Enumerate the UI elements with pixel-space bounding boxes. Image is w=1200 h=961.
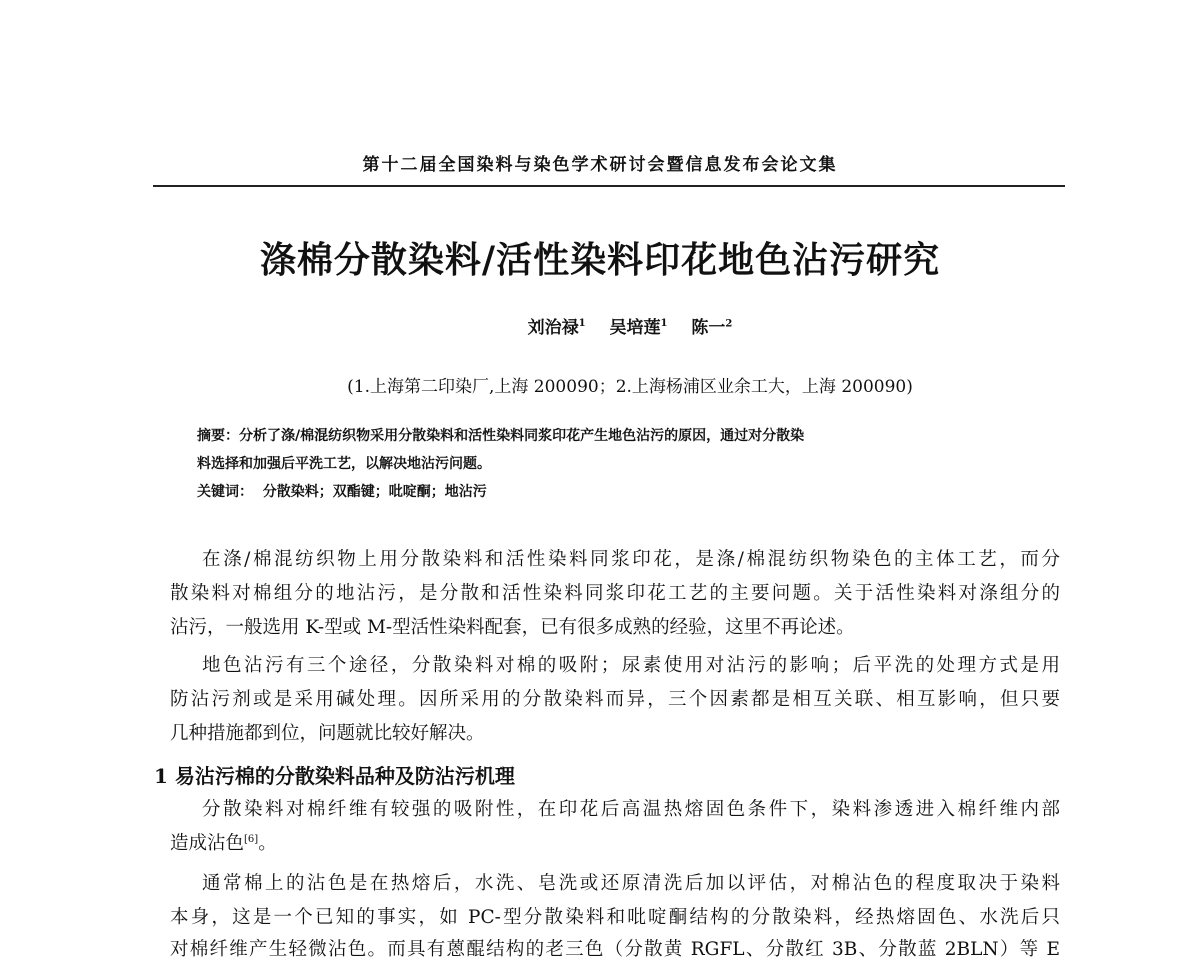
author-list	[0, 313, 1200, 338]
body-text: 造成沾色	[170, 833, 245, 854]
body-line: 通常棉上的沾色是在热熔后，水洗、皂洗或还原清洗后加以评估，对棉沾色的程度取决于染料	[202, 873, 1060, 894]
body-line: 防沾污剂或是采用碱处理。因所采用的分散染料而异，三个因素都是相互关联、相互影响，但只要	[170, 689, 1060, 710]
author-affil-mark: 1	[578, 318, 586, 330]
body-line: 对棉纤维产生轻微沾色。而具有蒽醌结构的老三色（分散黄 RGFL、分散红 3B、分散蓝 2BLN）等 E	[170, 939, 1060, 960]
keywords-text: 分散染料；双酯键；吡啶酮；地沾污	[262, 484, 487, 500]
author-name: 刘治禄	[527, 318, 579, 338]
body-line: 本身，这是一个已知的事实，如 PC-型分散染料和吡啶酮结构的分散染料，经热熔固色、水洗后只	[170, 907, 1060, 928]
paper-title: 涤棉分散染料/活性染料印花地色沾污研究	[259, 239, 941, 281]
body-line: 分散染料对棉纤维有较强的吸附性，在印花后高温热熔固色条件下，染料渗透进入棉纤维内部	[202, 799, 1060, 820]
keywords-line	[197, 481, 487, 501]
abstract-label: 摘要：	[197, 428, 239, 444]
body-line: 散染料对棉组分的地沾污，是分散和活性染料同浆印花工艺的主要问题。关于活性染料对涤组分的	[170, 583, 1060, 604]
body-text: 。	[258, 833, 277, 854]
section-heading: 1 易沾污棉的分散染料品种及防沾污机理	[154, 764, 515, 788]
citation-ref: [6]	[244, 833, 259, 845]
affiliations: (1.上海第二印染厂,上海 200090；2.上海杨浦区业余工大，上海 200090)	[347, 377, 913, 397]
body-line: 地色沾污有三个途径，分散染料对棉的吸附；尿素使用对沾污的影响；后平洗的处理方式是用	[202, 655, 1060, 676]
header-rule	[153, 185, 1065, 187]
abstract-line	[197, 425, 804, 445]
author-name: 陈一	[691, 318, 726, 338]
abstract-line: 料选择和加强后平洗工艺，以解决地沾污问题。	[197, 456, 491, 472]
keywords-label: 关键词：	[197, 484, 253, 500]
author-name: 吴培莲	[609, 318, 661, 338]
body-line: 在涤/棉混纺织物上用分散染料和活性染料同浆印花，是涤/棉混纺织物染色的主体工艺，而分	[202, 549, 1060, 570]
author-affil-mark: 2	[725, 318, 733, 330]
author-affil-mark: 1	[660, 318, 668, 330]
running-header: 第十二届全国染料与染色学术研讨会暨信息发布会论文集	[362, 155, 838, 175]
body-line: 沾污，一般选用 K-型或 M-型活性染料配套，已有很多成熟的经验，这里不再论述。	[170, 617, 855, 638]
abstract-text: 分析了涤/棉混纺织物采用分散染料和活性染料同浆印花产生地色沾污的原因，通过对分散染	[239, 428, 805, 444]
body-line: 几种措施都到位，问题就比较好解决。	[170, 723, 485, 744]
body-line	[170, 829, 1060, 855]
